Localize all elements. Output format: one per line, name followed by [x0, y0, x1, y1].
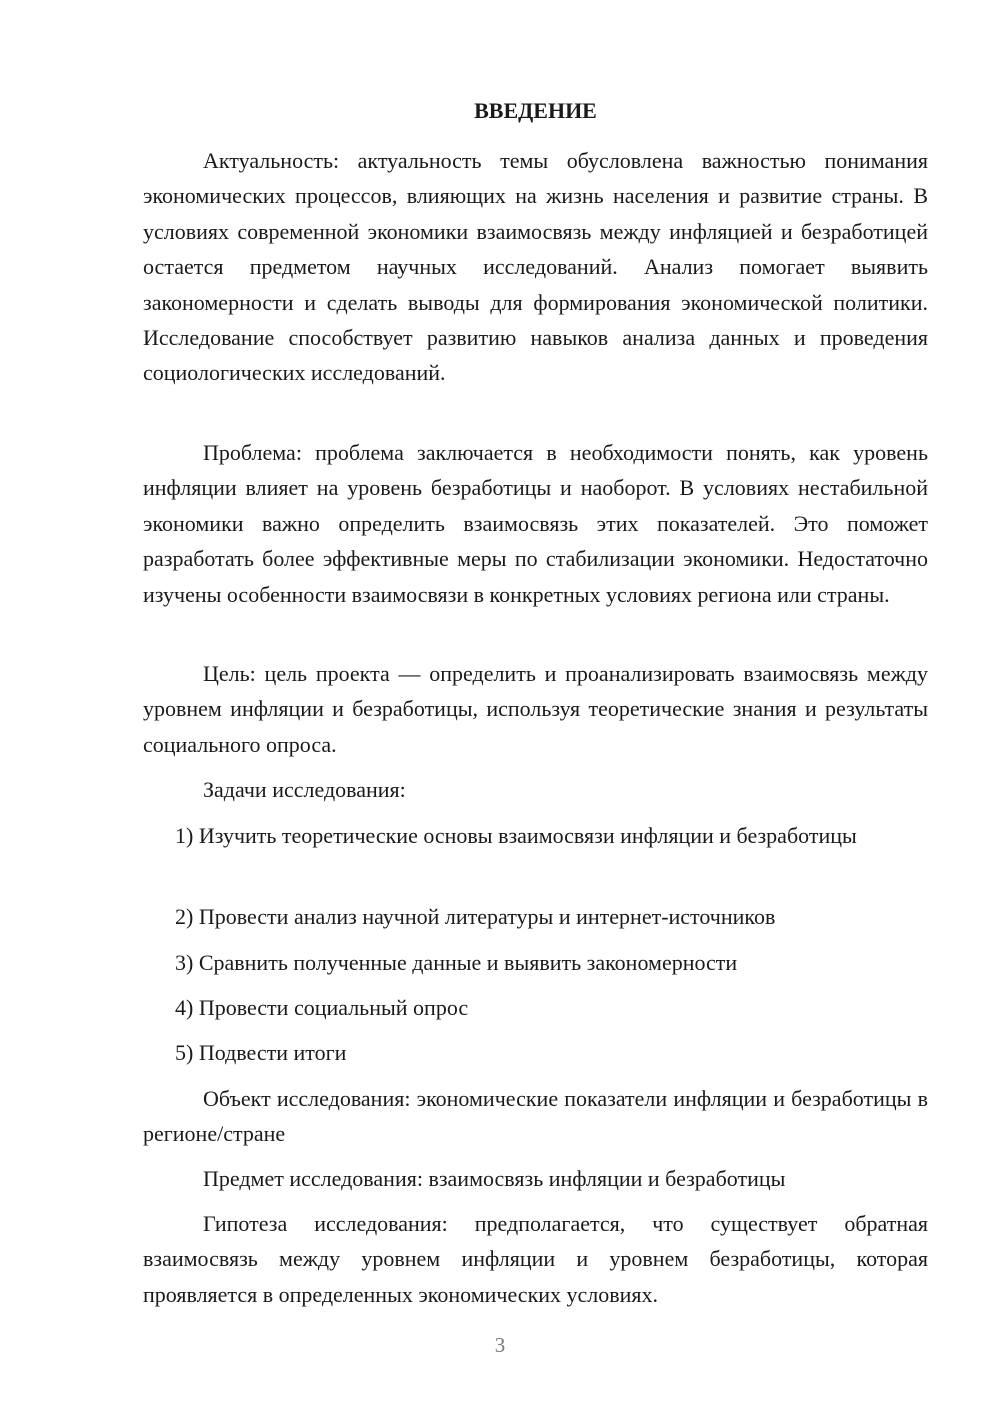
subject-paragraph: Предмет исследования: взаимосвязь инфляции и безработицы [203, 1166, 786, 1191]
problem-paragraph: Проблема: проблема заключается в необходимости понять, как уровень инфляции влияет на уровень безработицы и наоборот. В условиях нестабильной экономики важно определить взаимосвязь этих показателей. Это поможет разработать более эффективные меры по стабилизации экономики. Недостаточно изучены особенности взаимосвязи в конкретных условиях региона или страны. [143, 440, 928, 607]
object-paragraph: Объект исследования: экономические показатели инфляции и безработицы в регионе/стране [143, 1086, 928, 1147]
task-item: 2) Провести анализ научной литературы и интернет-источников [175, 904, 776, 929]
page-number: 3 [494, 1333, 506, 1357]
section-heading: ВВЕДЕНИЕ [474, 98, 597, 123]
relevance-paragraph: Актуальность: актуальность темы обусловлена важностью понимания экономических процессов, влияющих на жизнь населения и развитие страны. В условиях современной экономики взаимосвязь между инфляцией и безработицей остается предметом научных исследований. Анализ помогает выявить закономерности и сделать выводы для формирования экономической политики. Исследование способствует развитию навыков анализа данных и проведения социологических исследований. [143, 148, 928, 386]
task-item: 1) Изучить теоретические основы взаимосвязи инфляции и безработицы [175, 823, 857, 848]
goal-paragraph: Цель: цель проекта — определить и проанализировать взаимосвязь между уровнем инфляции и безработицы, используя теоретические знания и результаты социального опроса. [143, 661, 928, 757]
task-item: 4) Провести социальный опрос [175, 995, 469, 1020]
task-item: 5) Подвести итоги [175, 1040, 347, 1065]
tasks-heading: Задачи исследования: [203, 777, 406, 802]
hypothesis-paragraph: Гипотеза исследования: предполагается, что существует обратная взаимосвязь между уровнем инфляции и уровнем безработицы, которая проявляется в определенных экономических условиях. [143, 1211, 928, 1307]
task-item: 3) Сравнить полученные данные и выявить закономерности [175, 950, 738, 975]
